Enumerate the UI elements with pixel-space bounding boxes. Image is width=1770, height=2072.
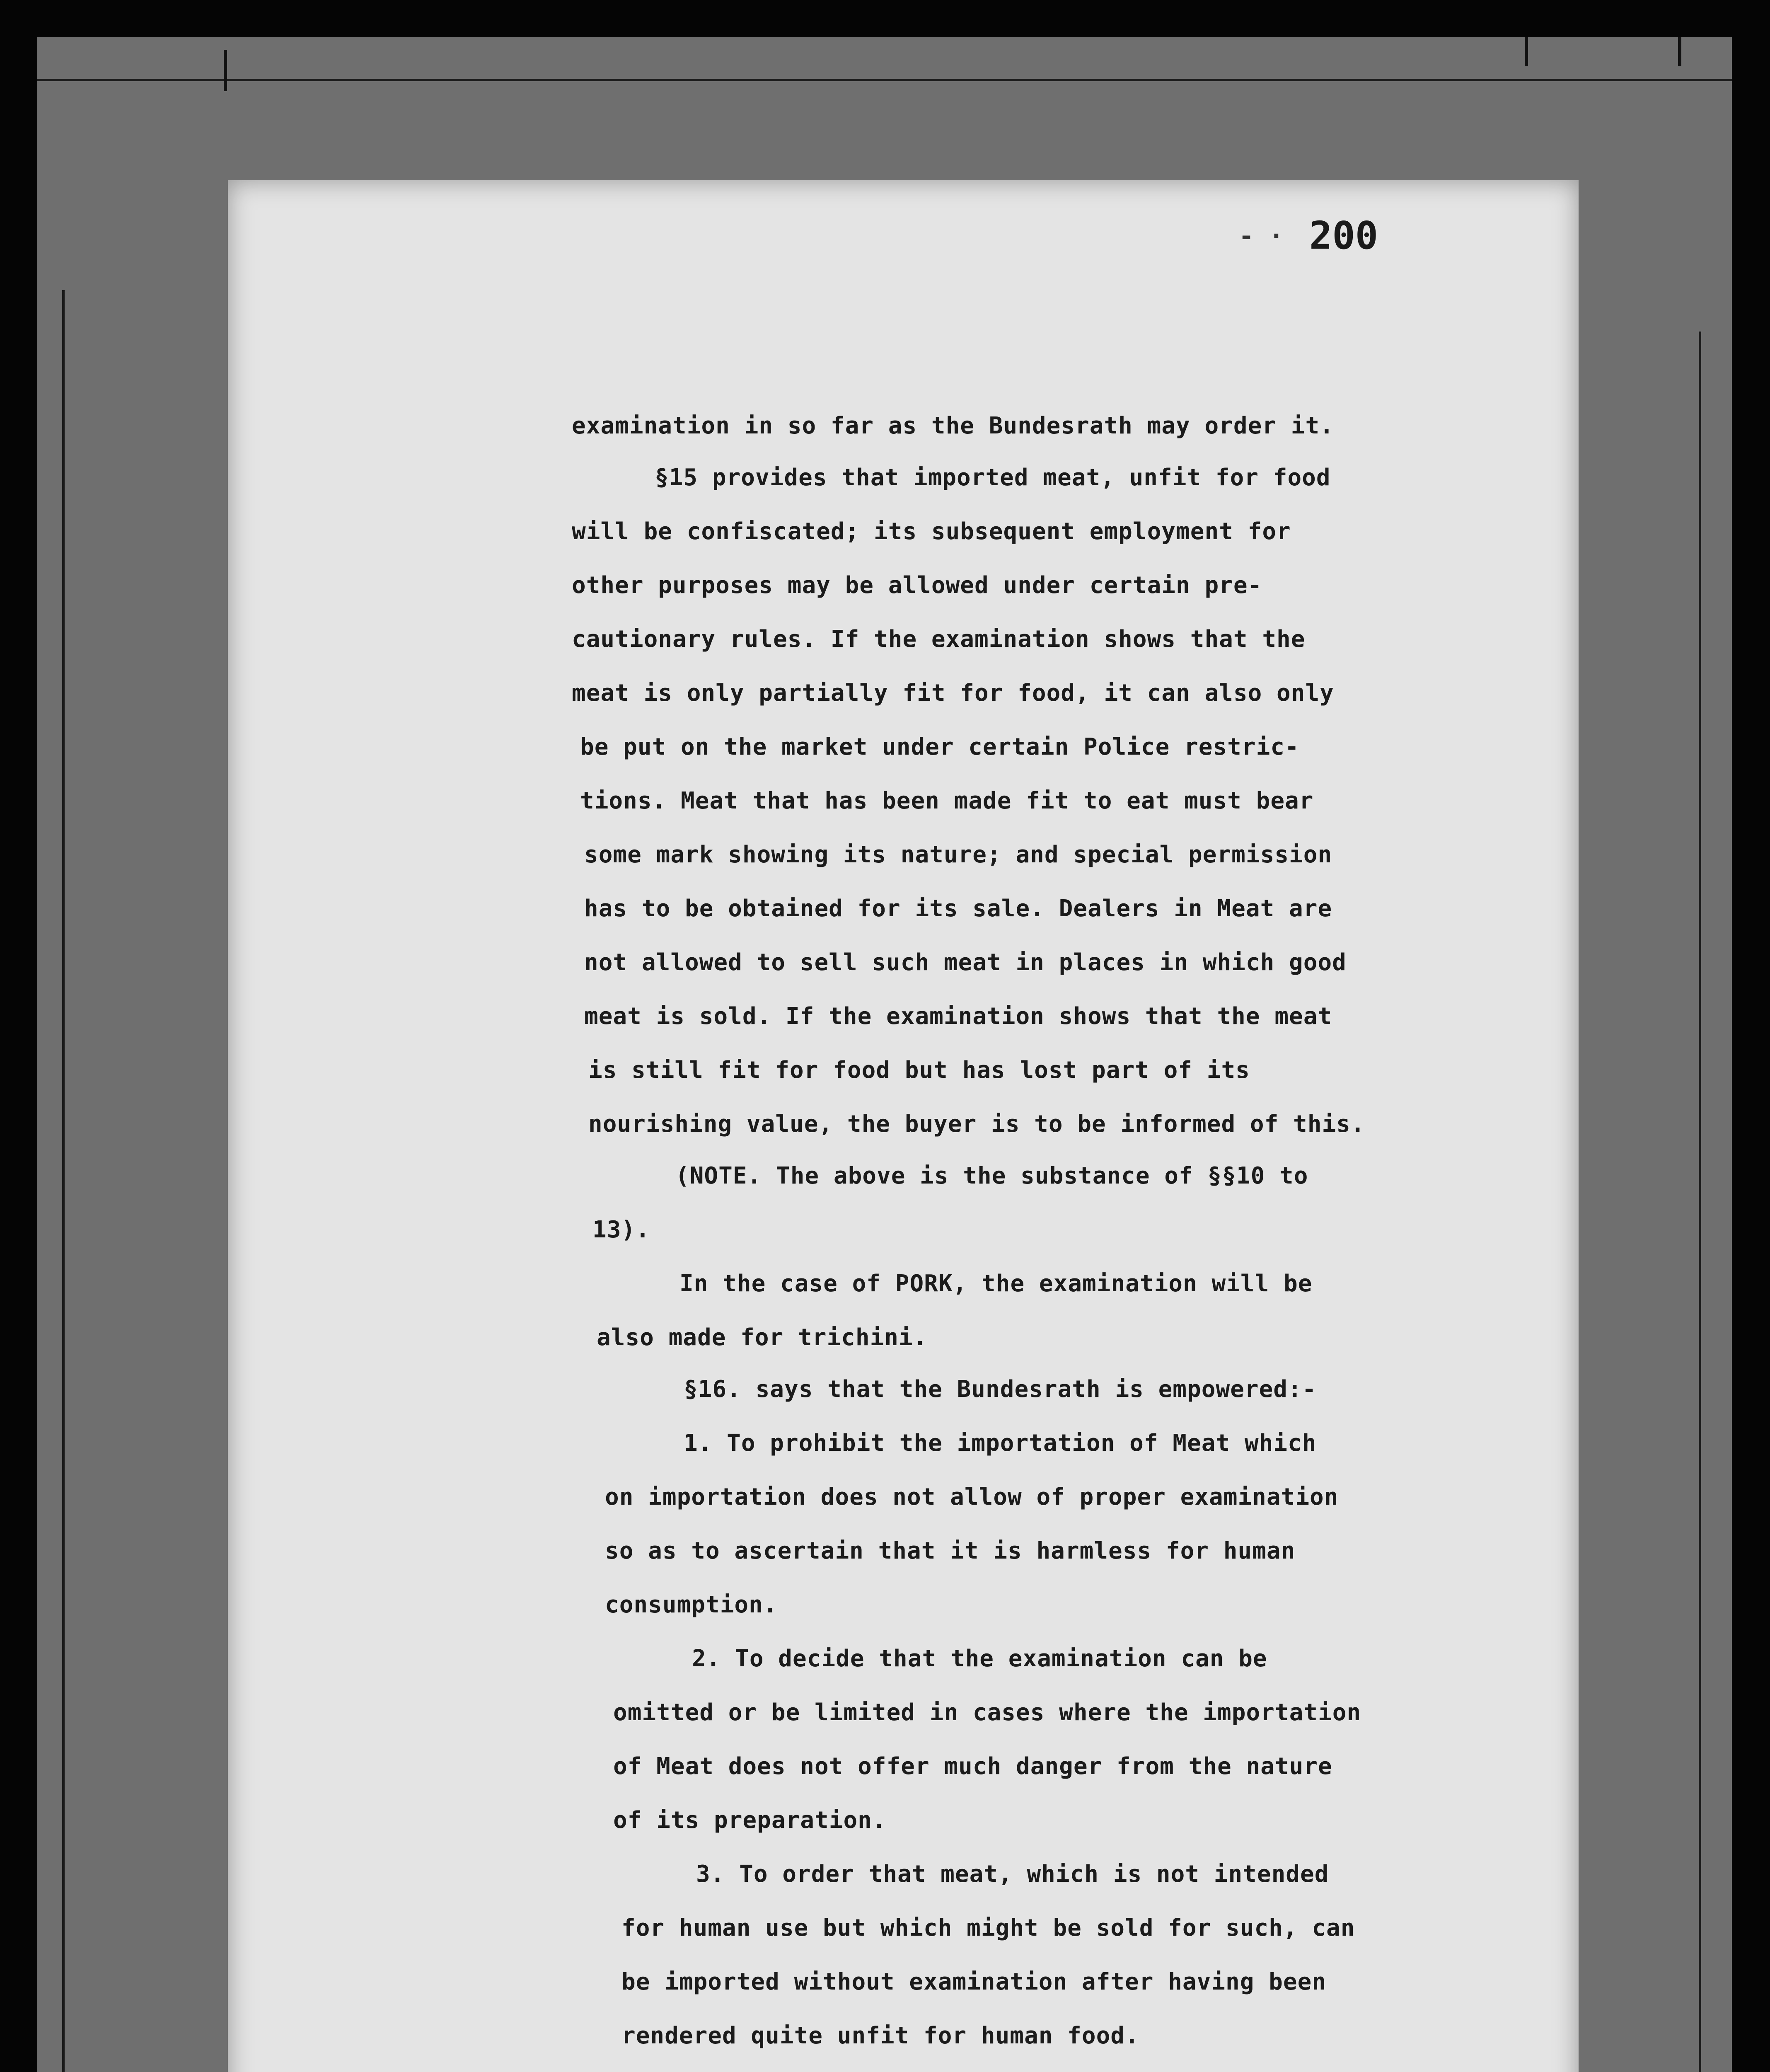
- text-line: of its preparation.: [613, 1807, 887, 1834]
- text-line: §16. says that the Bundesrath is empowered:-: [684, 1376, 1317, 1403]
- text-line: 1. To prohibit the importation of Meat which: [684, 1430, 1317, 1457]
- text-line: 13).: [592, 1216, 650, 1243]
- film-border-top: [37, 79, 1732, 81]
- text-line: In the case of PORK, the examination will be: [679, 1270, 1313, 1297]
- page-number: 200: [1309, 213, 1378, 258]
- registration-mark: [224, 50, 227, 91]
- text-line: rendered quite unfit for human food.: [621, 2022, 1139, 2049]
- text-line: other purposes may be allowed under certain pre-: [572, 572, 1262, 599]
- text-line: so as to ascertain that it is harmless for human: [605, 1537, 1296, 1564]
- text-line: some mark showing its nature; and special permission: [584, 841, 1332, 868]
- text-line: 2. To decide that the examination can be: [692, 1645, 1267, 1672]
- text-line: be imported without examination after having been: [621, 1968, 1327, 1995]
- text-line: §15 provides that imported meat, unfit for food: [655, 464, 1331, 491]
- document-body: [228, 180, 1579, 2072]
- page-header-dash: ‑ ·: [1239, 222, 1284, 251]
- text-line: tions. Meat that has been made fit to eat must bear: [580, 787, 1314, 814]
- text-line: examination in so far as the Bundesrath may order it.: [572, 412, 1334, 439]
- text-line: not allowed to sell such meat in places in which good: [584, 949, 1347, 976]
- text-line: also made for trichini.: [597, 1324, 928, 1351]
- text-line: meat is only partially fit for food, it can also only: [572, 680, 1334, 707]
- text-line: nourishing value, the buyer is to be informed of this.: [588, 1111, 1365, 1138]
- text-line: consumption.: [605, 1591, 778, 1618]
- document-page: [228, 180, 1579, 2072]
- registration-mark: [1678, 37, 1681, 66]
- text-line: for human use but which might be sold for such, can: [621, 1915, 1355, 1941]
- film-border-left: [62, 290, 65, 2072]
- text-line: of Meat does not offer much danger from the nature: [613, 1753, 1332, 1780]
- registration-mark: [1525, 37, 1528, 66]
- text-line: (NOTE. The above is the substance of §§10 to: [675, 1162, 1308, 1189]
- text-line: cautionary rules. If the examination shows that the: [572, 626, 1306, 653]
- text-line: on importation does not allow of proper examination: [605, 1484, 1339, 1510]
- text-line: meat is sold. If the examination shows that the meat: [584, 1003, 1332, 1030]
- text-line: has to be obtained for its sale. Dealers in Meat are: [584, 895, 1332, 922]
- text-line: will be confiscated; its subsequent employment for: [572, 518, 1291, 545]
- text-line: omitted or be limited in cases where the importation: [613, 1699, 1361, 1726]
- text-line: is still fit for food but has lost part of its: [588, 1057, 1250, 1084]
- film-border-right: [1699, 332, 1701, 2072]
- text-line: be put on the market under certain Police restric-: [580, 733, 1299, 760]
- text-line: 3. To order that meat, which is not intended: [696, 1861, 1329, 1888]
